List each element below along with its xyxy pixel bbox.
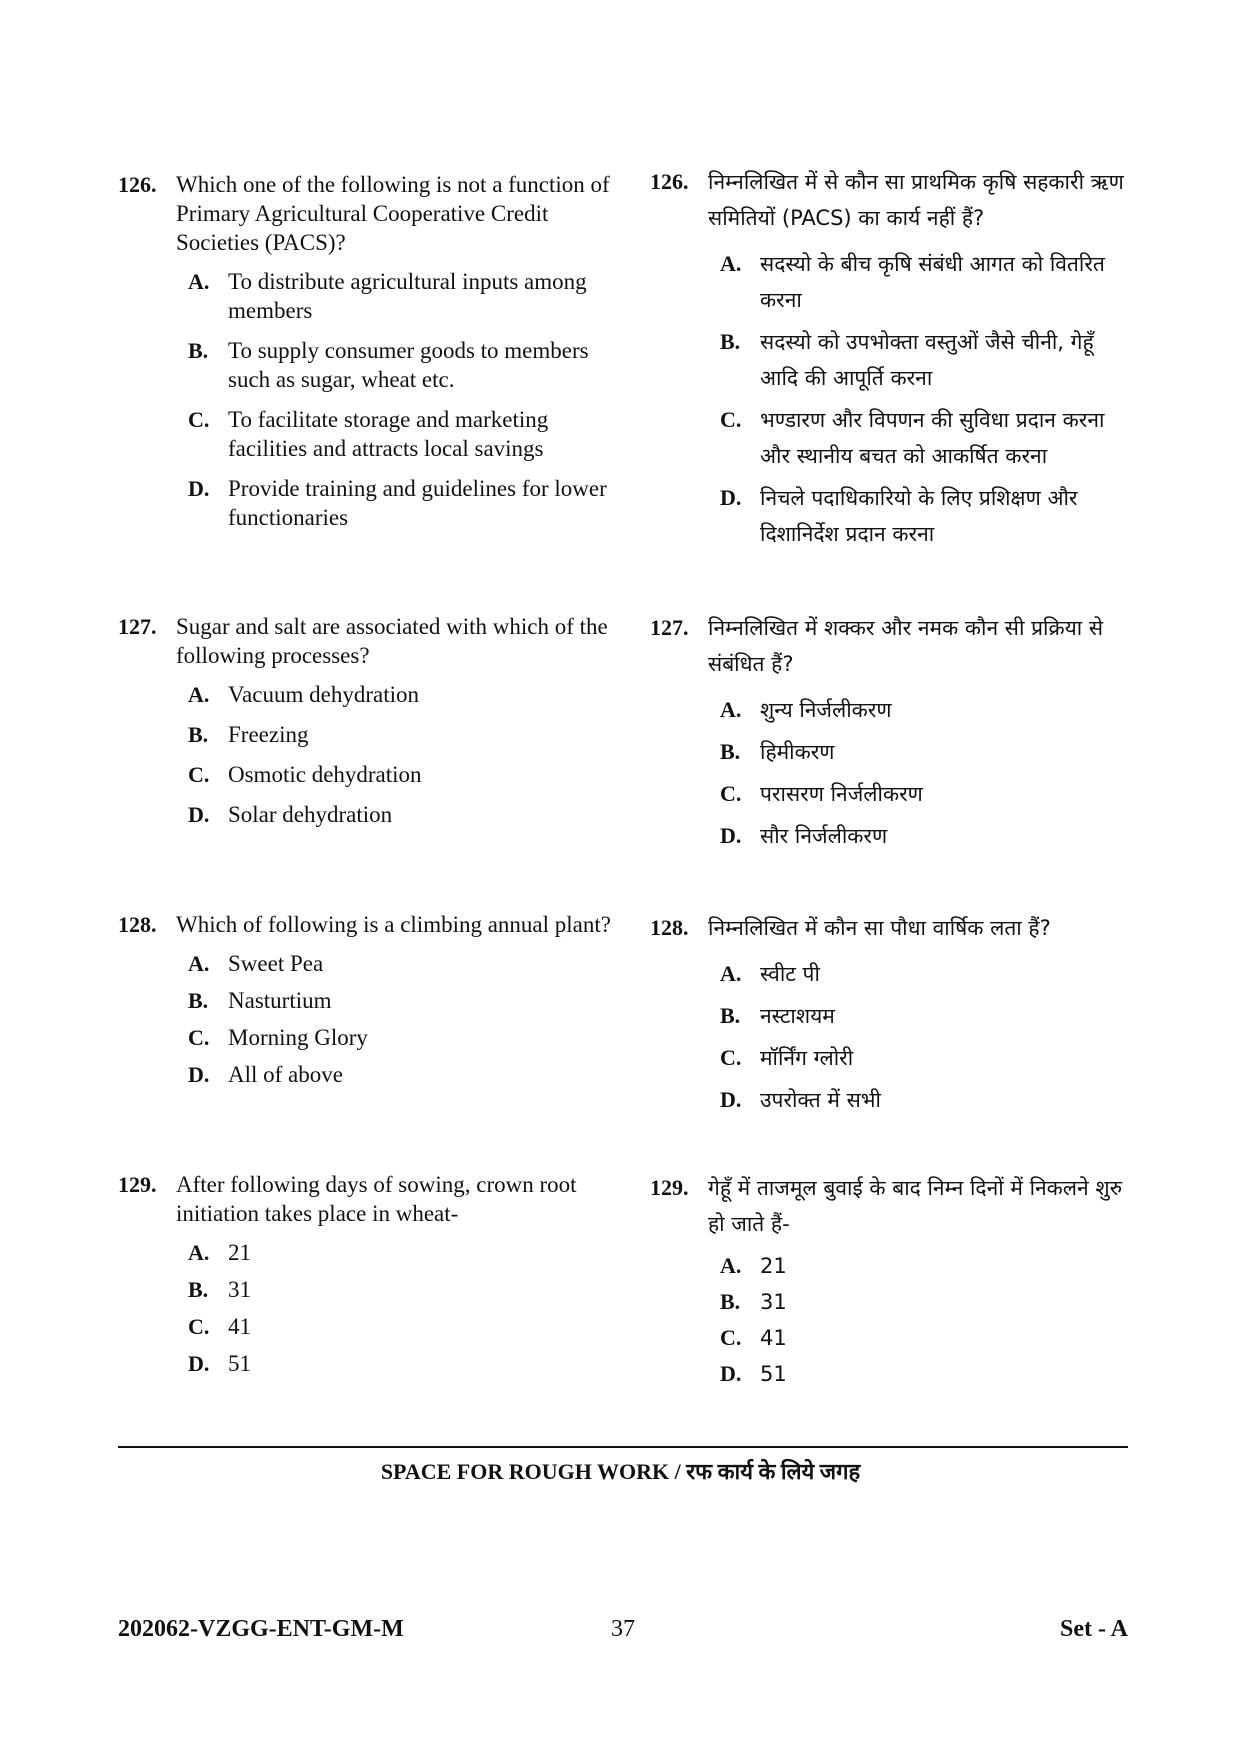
question-number: 126. xyxy=(118,172,157,197)
options-list xyxy=(188,267,618,532)
options-list xyxy=(188,680,618,829)
options-list xyxy=(720,246,1130,552)
question-127-hi xyxy=(650,610,1130,860)
option-b: B. Freezing xyxy=(188,722,309,747)
option-a: A. To distribute agricultural inputs among members xyxy=(188,269,587,323)
question-number: 129. xyxy=(118,1172,157,1197)
question-text: After following days of sowing, crown root initiation takes place in wheat- xyxy=(176,1172,577,1226)
question-number: 128. xyxy=(118,912,157,937)
option-c: C. 41 xyxy=(188,1314,251,1339)
option-a: A. सदस्यो के बीच कृषि संबंधी आगत को वितरित करना xyxy=(720,251,1105,312)
question-129-hi xyxy=(650,1170,1130,1392)
option-b: B. Nasturtium xyxy=(188,988,332,1013)
question-127-en xyxy=(118,612,618,840)
question-text: Which one of the following is not a function of Primary Agricultural Cooperative Credit Societies (PACS)? xyxy=(176,172,610,255)
paper-code: 202062-VZGG-ENT-GM-M xyxy=(118,1616,404,1642)
options-list xyxy=(720,1248,1130,1392)
option-d: D. उपरोक्त में सभी xyxy=(720,1087,881,1112)
question-text: गेहूँ में ताजमूल बुवाई के बाद निम्न दिनों में निकलने शुरु हो जाते हैं- xyxy=(708,1176,1123,1236)
question-128-en xyxy=(118,910,618,1097)
options-list xyxy=(188,949,618,1089)
question-number: 127. xyxy=(650,615,689,640)
option-b: B. 31 xyxy=(188,1277,251,1302)
option-c: C. 41 xyxy=(720,1325,787,1350)
option-c: C. To facilitate storage and marketing facilities and attracts local savings xyxy=(188,407,549,461)
option-d: D. Provide training and guidelines for lower functionaries xyxy=(188,476,607,530)
rough-work-heading: SPACE FOR ROUGH WORK / रफ कार्य के लिये जगह xyxy=(380,1459,861,1484)
option-c: C. Morning Glory xyxy=(188,1025,368,1050)
options-list xyxy=(720,956,1130,1118)
question-text: निम्नलिखित में कौन सा पौधा वार्षिक लता हैं? xyxy=(708,916,1051,940)
option-a: A. 21 xyxy=(188,1240,251,1265)
option-d: D. All of above xyxy=(188,1062,343,1087)
option-d: D. निचले पदाधिकारियो के लिए प्रशिक्षण और दिशानिर्देश प्रदान करना xyxy=(720,485,1078,546)
option-b: B. 31 xyxy=(720,1289,787,1314)
question-126-hi xyxy=(650,164,1130,558)
option-a: A. शुन्य निर्जलीकरण xyxy=(720,697,892,722)
option-c: C. मॉर्निंग ग्लोरी xyxy=(720,1045,854,1070)
option-d: D. 51 xyxy=(720,1361,787,1386)
option-d: D. 51 xyxy=(188,1351,251,1376)
question-126-en xyxy=(118,170,618,543)
option-d: D. सौर निर्जलीकरण xyxy=(720,823,888,848)
page-number: 37 xyxy=(611,1616,635,1642)
option-c: C. Osmotic dehydration xyxy=(188,762,422,787)
question-text: Sugar and salt are associated with which of the following processes? xyxy=(176,614,608,668)
option-b: B. To supply consumer goods to members such as sugar, wheat etc. xyxy=(188,338,589,392)
page-footer xyxy=(118,1616,1128,1646)
question-128-hi xyxy=(650,910,1130,1124)
question-number: 128. xyxy=(650,915,689,940)
question-text: निम्नलिखित में शक्कर और नमक कौन सी प्रक्रिया से संबंधित हैं? xyxy=(708,616,1104,676)
options-list xyxy=(720,692,1130,854)
option-c: C. परासरण निर्जलीकरण xyxy=(720,781,923,806)
option-b: B. हिमीकरण xyxy=(720,739,835,764)
divider-line xyxy=(118,1446,1128,1448)
option-a: A. Vacuum dehydration xyxy=(188,682,419,707)
question-129-en xyxy=(118,1170,618,1386)
option-a: A. 21 xyxy=(720,1253,787,1278)
option-b: B. सदस्यो को उपभोक्ता वस्तुओं जैसे चीनी, गेहूँ आदि की आपूर्ति करना xyxy=(720,329,1094,390)
option-d: D. Solar dehydration xyxy=(188,802,393,827)
question-number: 126. xyxy=(650,169,689,194)
option-b: B. नस्टाशयम xyxy=(720,1003,835,1028)
set-label: Set - A xyxy=(1060,1616,1128,1642)
option-a: A. स्वीट पी xyxy=(720,961,820,986)
question-text: निम्नलिखित में से कौन सा प्राथमिक कृषि सहकारी ऋण समितियों (PACS) का कार्य नहीं हैं? xyxy=(708,170,1124,230)
question-text: Which of following is a climbing annual plant? xyxy=(176,912,611,937)
options-list xyxy=(188,1238,618,1378)
option-c: C. भण्डारण और विपणन की सुविधा प्रदान करना और स्थानीय बचत को आकर्षित करना xyxy=(720,407,1105,468)
option-a: A. Sweet Pea xyxy=(188,951,324,976)
question-number: 127. xyxy=(118,614,157,639)
question-number: 129. xyxy=(650,1175,689,1200)
